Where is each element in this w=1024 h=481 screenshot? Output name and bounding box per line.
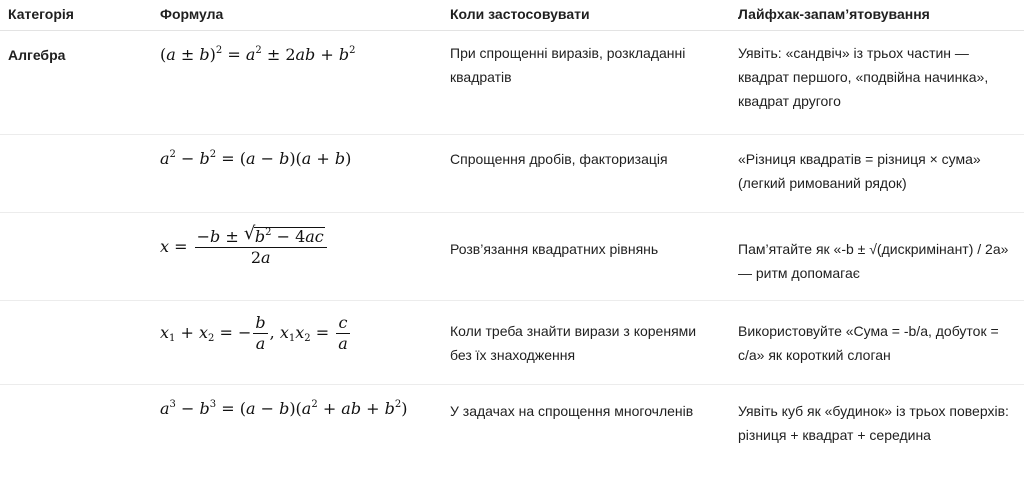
header-when: Коли застосовувати <box>450 6 590 22</box>
hack-cell: «Різниця квадратів = різниця × сума» (легкий римований рядок) <box>738 151 981 191</box>
header-hack: Лайфхак-запам’ятовування <box>738 6 930 22</box>
table-row <box>0 135 1024 213</box>
hack-cell: Уявіть: «сандвіч» із трьох частин — квадрат першого, «подвійна начинка», квадрат другого <box>738 45 989 109</box>
when-cell: Коли треба знайти вирази з коренями без їх знаходження <box>450 323 697 363</box>
formula-cell: $(a \pm b)^2 = a^2 \pm 2ab + b^2$ <box>160 45 356 64</box>
when-cell: Розв’язання квадратних рівнянь <box>450 241 659 257</box>
quadratic-fraction: −b ± √ $b^2 - 4ac$ 2a <box>195 227 327 268</box>
header-formula: Формула <box>160 6 224 22</box>
hack-cell: Пам’ятайте як «-b ± √(дискримінант) / 2a» — ритм допомагає <box>738 241 1009 281</box>
table-header <box>0 0 1024 31</box>
table-row <box>0 385 1024 481</box>
table-row <box>0 31 1024 135</box>
table-row <box>0 301 1024 385</box>
when-cell: При спрощенні виразів, розкладанні квадратів <box>450 45 686 85</box>
table-row <box>0 213 1024 301</box>
header-category: Категорія <box>8 6 74 22</box>
hack-cell: Використовуйте «Сума = -b/a, добуток = c/a» як короткий слоган <box>738 323 999 363</box>
when-cell: Спрощення дробів, факторизація <box>450 151 668 167</box>
formula-cell: $a^2 - b^2 = (a - b)(a + b)$ <box>160 149 352 168</box>
category-cell: Алгебра <box>8 47 66 63</box>
when-cell: У задачах на спрощення многочленів <box>450 403 694 419</box>
hack-cell: Уявіть куб як «будинок» із трьох поверхів: різниця + квадрат + середина <box>738 403 1009 443</box>
formula-cell: x = −b ± √ $b^2 - 4ac$ 2a <box>160 227 329 268</box>
formula-cell: $x_1 + x_2$ = − $\frac{b}{a}$ , $x_1x_2$ = $\frac{c}{a}$ <box>160 313 348 353</box>
formula-cell: $a^3 - b^3 = (a - b)(a^2$ + ab + $b^2$) <box>160 399 408 418</box>
